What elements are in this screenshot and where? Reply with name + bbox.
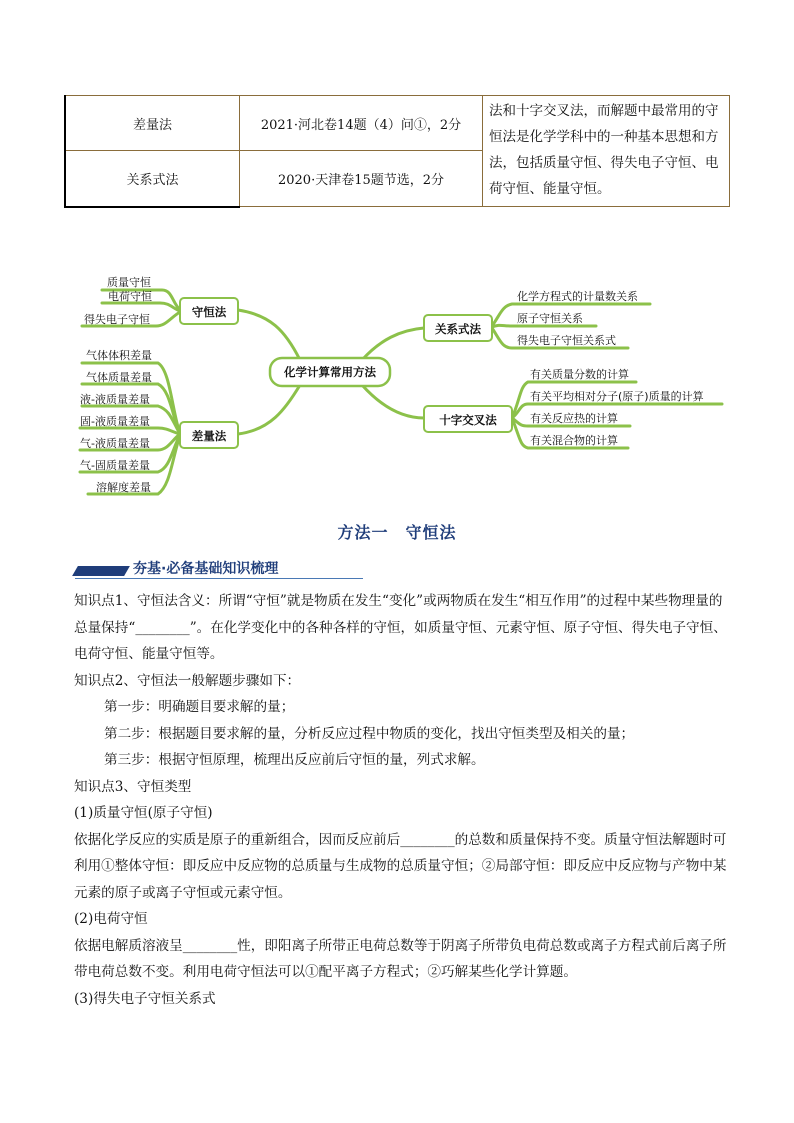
paragraph: 知识点1、守恒法含义：所谓“守恒”就是物质在发生“变化”或两物质在发生“相互作用”的过程中某些物理量的总量保持“________”。在化学变化中的各种各样的守恒，如质量守恒、元素守恒、原子守恒、得失电子守恒、电荷守恒、能量守恒等。 xyxy=(74,593,727,662)
branch-label: 十字交叉法 xyxy=(439,413,497,427)
paragraph: 第一步：明确题目要求解的量； xyxy=(104,699,295,715)
source-cell: 2020·天津卷15题节选，2分 xyxy=(240,151,483,207)
branch-box-shizijiaochafa xyxy=(424,406,512,432)
table-row xyxy=(65,96,730,151)
connector-shizijiaocha xyxy=(362,385,424,418)
paragraph: 知识点2、守恒法一般解题步骤如下： xyxy=(74,672,301,689)
paragraph: 第三步：根据守恒原理，梳理出反应前后守恒的量，列式求解。 xyxy=(104,752,485,768)
methods-table xyxy=(64,95,730,208)
note-cell: 法和十字交叉法，而解题中最常用的守恒法是化学学科中的一种基本思想和方法，包括质量守恒、得失电子守恒、电荷守恒、能量守恒。 xyxy=(483,96,730,207)
leaf-item: 溶解度差量 xyxy=(96,481,151,494)
leaf-item: 气-液质量差量 xyxy=(80,437,150,450)
paragraph: (3)得失电子守恒关系式 xyxy=(74,990,216,1007)
paragraph: 依据化学反应的实质是原子的重新组合，因而反应前后________的总数和质量保持不变。质量守恒法解题时可利用①整体守恒：即反应中反应物的总质量与生成物的总质量守恒；②局部守恒：即反应中反应物与产物中某元素的原子或离子守恒或元素守恒。 xyxy=(74,831,727,901)
center-label: 化学计算常用方法 xyxy=(284,365,376,379)
source-cell: 2021·河北卷14题（4）问①，2分 xyxy=(240,96,483,151)
body-text xyxy=(74,588,734,1012)
section-heading: 方法一 守恒法 xyxy=(337,523,457,542)
branch-label: 关系式法 xyxy=(435,322,481,336)
connector-guanxishifa xyxy=(362,328,424,360)
leaf-item: 固-液质量差量 xyxy=(80,415,150,428)
leaf-item: 质量守恒 xyxy=(107,276,151,289)
paragraph: 依据电解质溶液呈________性，即阳离子所带正电荷总数等于阴离子所带负电荷总数或离子方程式前后离子所带电荷总数不变。利用电荷守恒法可以①配平离子方程式；②巧解某些化学计算题。 xyxy=(74,937,727,980)
leaf-item: 气体体积差量 xyxy=(86,349,152,362)
connector-item xyxy=(80,428,180,434)
connector-item xyxy=(492,325,596,327)
branch-box-chaliangfa xyxy=(180,422,238,448)
leaf-item: 气-固质量差量 xyxy=(80,459,150,472)
paragraph: 第二步：根据题目要求解的量，分析反应过程中物质的变化，找出守恒类型及相关的量； xyxy=(104,725,635,742)
leaf-item: 化学方程式的计量数关系 xyxy=(517,290,638,303)
leaf-item: 得失电子守恒关系式 xyxy=(517,334,616,347)
center-node xyxy=(270,358,390,386)
leaf-item: 有关平均相对分子(原子)质量的计算 xyxy=(530,390,704,403)
mind-map xyxy=(0,260,794,505)
banner-label: 夯基·必备基础知识梳理 xyxy=(133,561,279,577)
paragraph: (2)电荷守恒 xyxy=(74,911,148,927)
leaf-item: 得失电子守恒 xyxy=(84,313,150,326)
connector-item xyxy=(102,303,180,311)
leaf-item: 原子守恒关系 xyxy=(517,312,583,325)
branch-label: 守恒法 xyxy=(191,305,227,319)
section-banner xyxy=(75,558,365,580)
branch-box-guanxishifa xyxy=(424,315,492,341)
branch-label: 差量法 xyxy=(191,429,227,443)
paragraph: (1)质量守恒(原子守恒) xyxy=(74,805,213,821)
paragraph: 知识点3、守恒类型 xyxy=(74,778,192,795)
leaf-item: 电荷守恒 xyxy=(108,290,152,303)
method-cell: 差量法 xyxy=(65,96,240,151)
leaf-item: 有关混合物的计算 xyxy=(530,434,618,447)
connector-chaliangfa xyxy=(238,385,300,434)
leaf-item: 有关质量分数的计算 xyxy=(530,368,629,381)
leaf-item: 气体质量差量 xyxy=(86,371,152,384)
banner-bar xyxy=(72,566,130,576)
leaf-item: 有关反应热的计算 xyxy=(530,412,618,425)
connector-shouhengfa xyxy=(238,310,300,360)
branch-box-shouhengfa xyxy=(180,298,238,324)
leaf-item: 液-液质量差量 xyxy=(80,393,150,406)
banner-underline xyxy=(75,578,363,579)
method-cell: 关系式法 xyxy=(65,151,240,207)
